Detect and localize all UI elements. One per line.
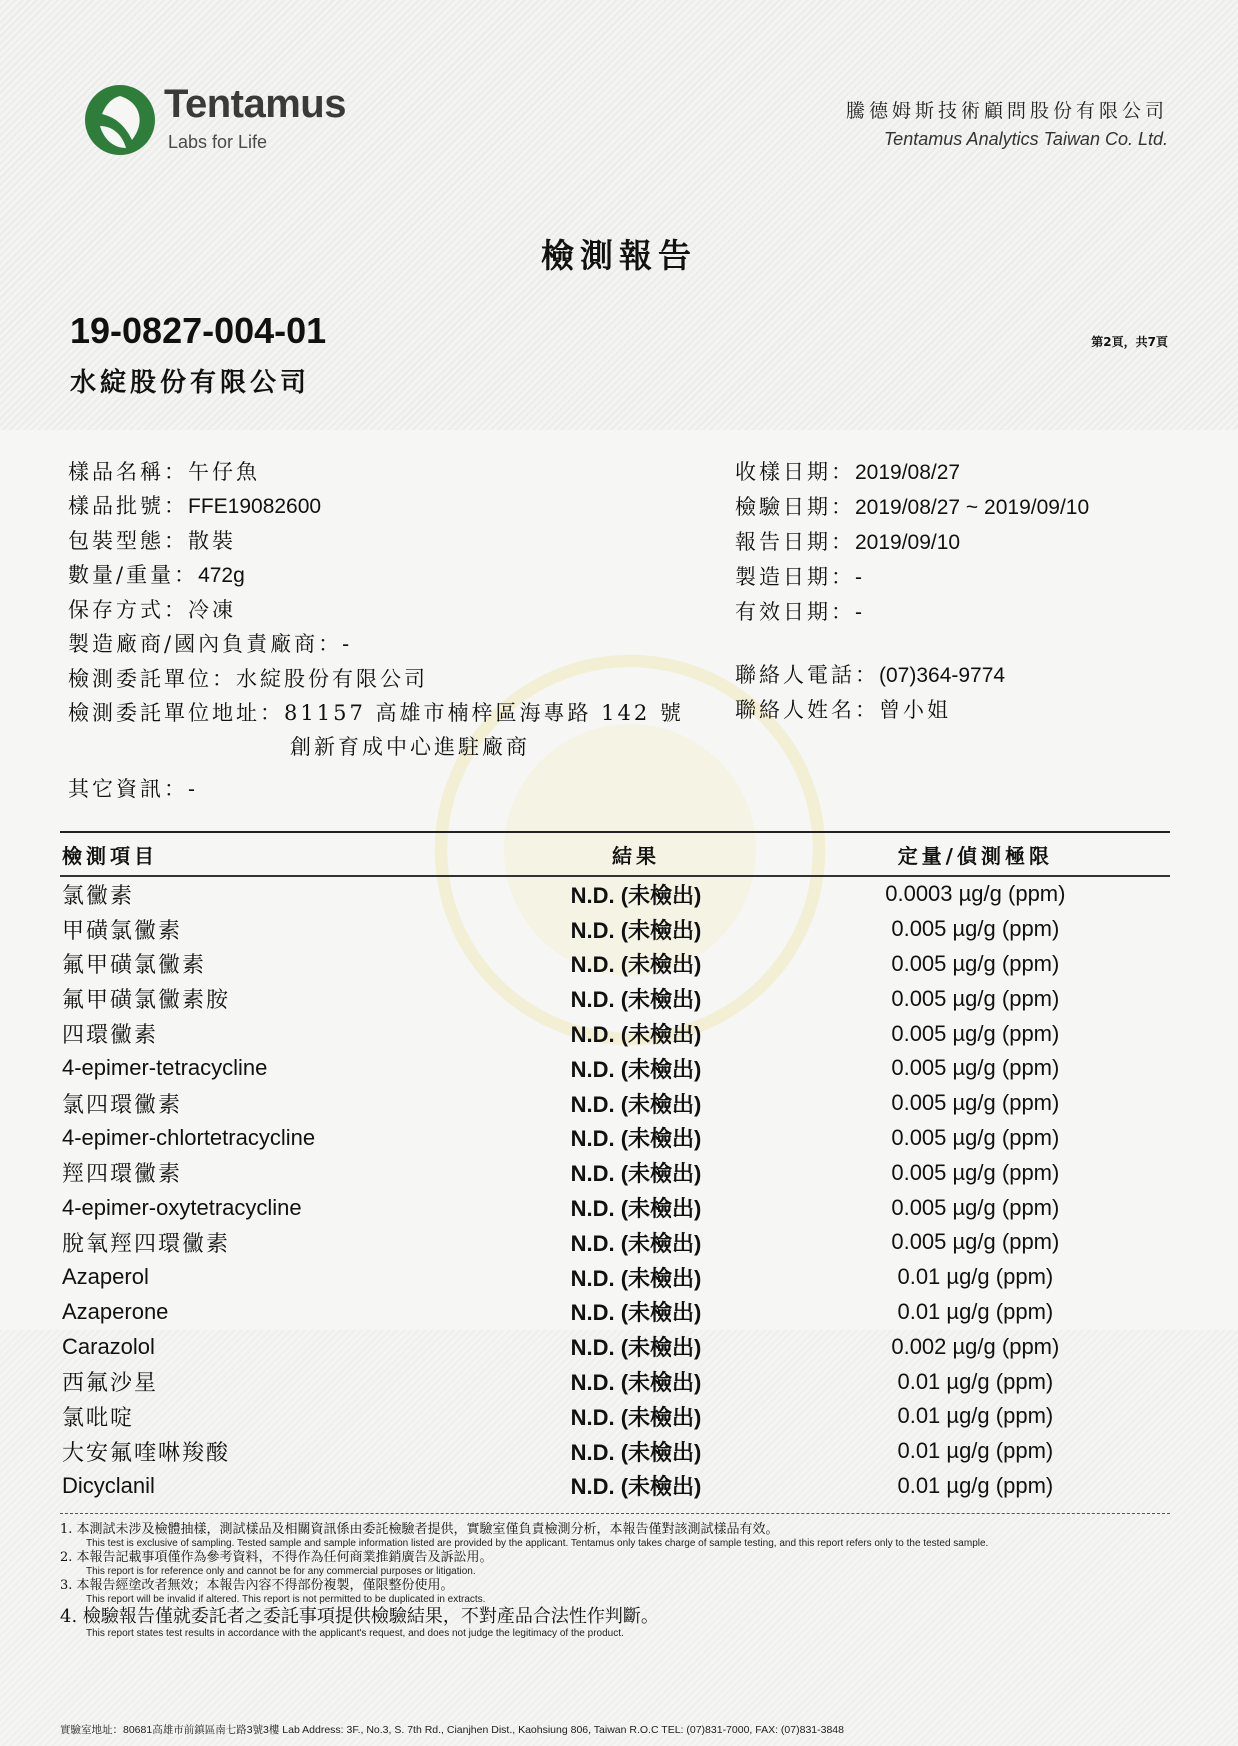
info-label: 包裝型態： (68, 529, 188, 553)
sample-info-left (68, 455, 684, 807)
item-cell: 羥四環黴素 (62, 1162, 183, 1188)
result-cell: N.D. (未檢出) (570, 1335, 702, 1361)
info-row (68, 524, 684, 558)
item-cell: 4-epimer-chlortetracycline (62, 1124, 316, 1150)
info-label: 聯絡人電話： (735, 663, 879, 687)
result-cell: N.D. (未檢出) (570, 917, 702, 943)
limit-cell: 0.01 µg/g (ppm) (897, 1472, 1054, 1498)
info-label: 有效日期： (735, 600, 855, 624)
item-cell: 氟甲磺氯黴素 (62, 953, 207, 979)
item-cell: 甲磺氯黴素 (62, 918, 183, 944)
item-cell: 氯黴素 (62, 883, 135, 909)
result-cell: N.D. (未檢出) (570, 952, 702, 978)
table-row (60, 947, 1170, 982)
info-row (735, 693, 1089, 727)
limit-cell: 0.0003 µg/g (ppm) (885, 881, 1066, 907)
item-cell: 氯吡啶 (62, 1405, 135, 1431)
info-row (68, 772, 684, 807)
note-4-en: This report states test results in accordance with the applicant's request, and does not judge the legitimacy of the product. (86, 1628, 624, 1639)
table-row (60, 1295, 1170, 1330)
info-label: 數量/重量： (68, 563, 199, 587)
results-table (60, 831, 1170, 1503)
info-label: 其它資訊： (68, 777, 188, 801)
leaf-icon (82, 82, 158, 158)
note-3-zh: 3. 本報告經塗改者無效；本報告內容不得部份複製，僅限整份使用。 (60, 1578, 454, 1593)
info-value: 2019/08/27 (855, 461, 961, 484)
result-cell: N.D. (未檢出) (570, 1056, 702, 1082)
sample-info-right (735, 455, 1089, 727)
info-value: 2019/09/10 (855, 531, 961, 554)
table-row (60, 877, 1170, 912)
tentamus-logo (82, 82, 382, 162)
table-header (60, 833, 1170, 877)
table-row (60, 1155, 1170, 1190)
info-value: - (188, 778, 195, 801)
table-row (60, 1051, 1170, 1086)
info-label: 保存方式： (68, 598, 188, 622)
info-row (68, 662, 684, 696)
logo-name: Tentamus (164, 82, 346, 126)
table-row (60, 1260, 1170, 1295)
info-value: 午仔魚 (188, 460, 260, 484)
info-row (68, 489, 684, 524)
limit-cell: 0.002 µg/g (ppm) (891, 1333, 1060, 1359)
result-cell: N.D. (未檢出) (570, 1439, 702, 1465)
item-cell: 4-epimer-tetracycline (62, 1055, 268, 1081)
item-cell: 脫氧羥四環黴素 (62, 1231, 231, 1257)
limit-cell: 0.005 µg/g (ppm) (891, 985, 1060, 1011)
table-row (60, 1190, 1170, 1225)
info-value: 水綻股份有限公司 (236, 667, 428, 691)
limit-cell: 0.005 µg/g (ppm) (891, 1194, 1060, 1220)
info-row (735, 595, 1089, 630)
report-number: 19-0827-004-01 (70, 310, 327, 351)
info-value: - (855, 601, 862, 624)
info-value: 散裝 (188, 529, 236, 553)
info-value: - (342, 633, 350, 656)
info-row (68, 558, 684, 593)
info-label: 聯絡人姓名： (735, 698, 879, 722)
table-row (60, 1469, 1170, 1504)
note-3-en: This report will be invalid if altered. This report is not permitted to be duplicated in extracts. (86, 1594, 486, 1605)
limit-cell: 0.005 µg/g (ppm) (891, 1229, 1060, 1255)
info-value: (07)364-9774 (879, 664, 1006, 687)
company-name-zh: 騰德姆斯技術顧問股份有限公司 (845, 100, 1168, 122)
note-1-zh: 1. 本測試未涉及檢體抽樣，測試樣品及相關資訊係由委託檢驗者提供，實驗室僅負責檢測分析，本報告僅對該測試樣品有效。 (60, 1522, 779, 1537)
info-label: 報告日期： (735, 530, 855, 554)
item-cell: Dicyclanil (62, 1472, 155, 1498)
result-cell: N.D. (未檢出) (570, 1300, 702, 1326)
note-2-en: This report is for reference only and cannot be for any commercial purposes or litigation. (86, 1566, 476, 1577)
result-cell: N.D. (未檢出) (570, 1230, 702, 1256)
item-cell: Carazolol (62, 1333, 155, 1359)
info-value: 472g (198, 564, 245, 587)
result-cell: N.D. (未檢出) (570, 1126, 702, 1152)
info-row (68, 696, 684, 730)
info-row (735, 525, 1089, 560)
result-cell: N.D. (未檢出) (570, 1196, 702, 1222)
table-row (60, 1225, 1170, 1260)
item-cell: 氟甲磺氯黴素胺 (62, 988, 231, 1014)
note-2-zh: 2. 本報告記載事項僅作為參考資料，不得作為任何商業推銷廣告及訴訟用。 (60, 1550, 493, 1565)
result-cell: N.D. (未檢出) (570, 882, 702, 908)
item-cell: 氯四環黴素 (62, 1092, 183, 1118)
limit-cell: 0.01 µg/g (ppm) (897, 1438, 1054, 1464)
result-cell: N.D. (未檢出) (570, 1474, 702, 1500)
item-cell: Azaperol (62, 1264, 149, 1290)
note-1-en: This test is exclusive of sampling. Tested sample and sample information listed are provided by the applicant. Tentamus only takes charge of sample testing, and this report refers only to the tested sample. (86, 1538, 989, 1549)
info-value: 曾小姐 (879, 698, 951, 722)
result-cell: N.D. (未檢出) (570, 1370, 702, 1396)
page-title: 檢測報告 (541, 236, 697, 275)
lab-address: 實驗室地址：80681高雄市前鎮區南七路3號3樓 Lab Address: 3F., No.3, S. 7th Rd., Cianjhen Dist., Kaohsiung 806, Taiwan R.O.C TEL: (07)831-7000, FAX: (07)831-3848 (60, 1724, 844, 1736)
table-row (60, 1329, 1170, 1364)
info-row (68, 455, 684, 489)
info-value: 81157 高雄市楠梓區海專路 142 號 (284, 701, 684, 725)
info-value: 冷凍 (188, 598, 236, 622)
info-value: FFE19082600 (188, 495, 322, 518)
header-result: 結果 (611, 843, 660, 868)
limit-cell: 0.01 µg/g (ppm) (897, 1298, 1054, 1324)
result-cell: N.D. (未檢出) (570, 1022, 702, 1048)
result-cell: N.D. (未檢出) (570, 1161, 702, 1187)
limit-cell: 0.005 µg/g (ppm) (891, 916, 1060, 942)
header-limit: 定量/偵測極限 (897, 843, 1053, 868)
info-row (735, 455, 1089, 490)
result-cell: N.D. (未檢出) (570, 1091, 702, 1117)
info-value: - (855, 566, 862, 589)
table-row (60, 1364, 1170, 1399)
result-cell: N.D. (未檢出) (570, 1265, 702, 1291)
company-block (846, 96, 1168, 150)
limit-cell: 0.005 µg/g (ppm) (891, 950, 1060, 976)
limit-cell: 0.005 µg/g (ppm) (891, 1090, 1060, 1116)
info-row (735, 490, 1089, 525)
table-row (60, 981, 1170, 1016)
address-line-2: 創新育成中心進駐廠商 (290, 735, 530, 759)
limit-cell: 0.01 µg/g (ppm) (897, 1264, 1054, 1290)
limit-cell: 0.005 µg/g (ppm) (891, 1159, 1060, 1185)
info-value: 2019/08/27 ~ 2019/09/10 (855, 496, 1090, 519)
info-label: 檢驗日期： (735, 495, 855, 519)
item-cell: 4-epimer-oxytetracycline (62, 1194, 302, 1220)
table-row (60, 912, 1170, 947)
result-cell: N.D. (未檢出) (570, 987, 702, 1013)
note-4-zh: 4. 檢驗報告僅就委託者之委託事項提供檢驗結果，不對產品合法性作判斷。 (60, 1606, 659, 1627)
limit-cell: 0.01 µg/g (ppm) (897, 1368, 1054, 1394)
info-label: 檢測委託單位地址： (68, 701, 284, 725)
item-cell: 四環黴素 (62, 1023, 159, 1049)
report-notes (60, 1522, 1175, 1640)
info-label: 收樣日期： (735, 460, 855, 484)
info-label: 製造日期： (735, 565, 855, 589)
item-cell: 大安氟喹啉羧酸 (62, 1440, 231, 1466)
table-row (60, 1016, 1170, 1051)
item-cell: Azaperone (62, 1298, 169, 1324)
info-row (68, 627, 684, 662)
info-row (735, 560, 1089, 595)
item-cell: 西氟沙星 (62, 1371, 159, 1397)
info-row (735, 658, 1089, 693)
table-row (60, 1086, 1170, 1121)
info-label: 製造廠商/國內負責廠商： (68, 632, 343, 656)
table-row (60, 1121, 1170, 1156)
limit-cell: 0.01 µg/g (ppm) (897, 1403, 1054, 1429)
page-number: 第2頁，共7頁 (1091, 335, 1168, 349)
company-name-en: Tentamus Analytics Taiwan Co. Ltd. (883, 129, 1168, 149)
notes-divider (60, 1513, 1170, 1514)
table-row (60, 1434, 1170, 1469)
info-label: 樣品批號： (68, 494, 188, 518)
info-row (68, 593, 684, 627)
logo-tagline: Labs for Life (168, 132, 268, 152)
client-name: 水綻股份有限公司 (70, 368, 311, 398)
info-label: 樣品名稱： (68, 460, 188, 484)
header-item: 檢測項目 (62, 843, 158, 868)
result-cell: N.D. (未檢出) (570, 1404, 702, 1430)
limit-cell: 0.005 µg/g (ppm) (891, 1020, 1060, 1046)
table-body (60, 877, 1170, 1503)
limit-cell: 0.005 µg/g (ppm) (891, 1055, 1060, 1081)
table-row (60, 1399, 1170, 1434)
info-label: 檢測委託單位： (68, 667, 236, 691)
limit-cell: 0.005 µg/g (ppm) (891, 1124, 1060, 1150)
